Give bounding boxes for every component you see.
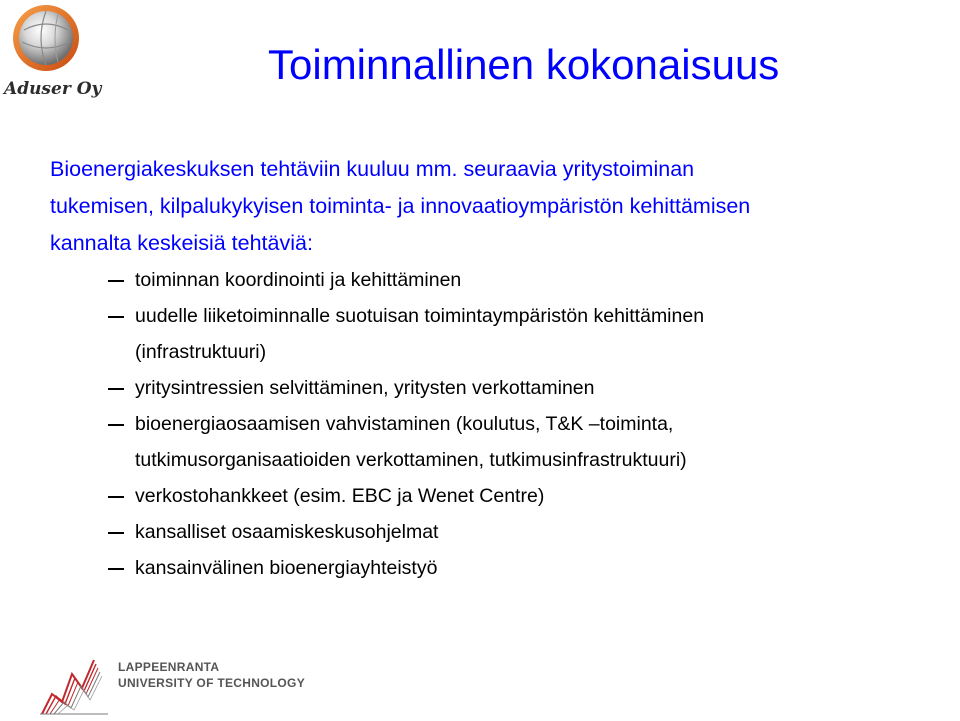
list-item bbox=[0, 370, 960, 406]
lut-emblem-icon bbox=[38, 654, 118, 716]
aduser-logo bbox=[0, 0, 112, 104]
intro-line: kannalta keskeisiä tehtäviä: bbox=[50, 231, 313, 255]
list-item-text: bioenergiaosaamisen vahvistaminen (koulutus, T&K –toiminta, bbox=[135, 413, 674, 435]
slide-title: Toiminnallinen kokonaisuus bbox=[268, 41, 780, 88]
list-item-text: tutkimusorganisaatioiden verkottaminen, tutkimusinfrastruktuuri) bbox=[135, 449, 687, 471]
dash-bullet bbox=[108, 388, 124, 390]
dash-bullet bbox=[108, 496, 124, 498]
lut-logo bbox=[38, 654, 305, 716]
list-item-text: (infrastruktuuri) bbox=[135, 341, 267, 363]
list-item-text: kansalliset osaamiskeskusohjelmat bbox=[135, 521, 439, 543]
list-item-text: kansainvälinen bioenergiayhteistyö bbox=[135, 557, 438, 579]
list-item bbox=[0, 298, 960, 370]
list-item bbox=[0, 550, 960, 586]
list-item-text: uudelle liiketoiminnalle suotuisan toimintaympäristön kehittäminen bbox=[135, 305, 705, 327]
lut-name-line2: UNIVERSITY OF TECHNOLOGY bbox=[118, 676, 305, 690]
intro-line: Bioenergiakeskuksen tehtäviin kuuluu mm. seuraavia yritystoiminan bbox=[50, 157, 695, 181]
dash-bullet bbox=[108, 532, 124, 534]
list-item bbox=[0, 406, 960, 478]
list-item bbox=[0, 262, 960, 298]
task-list bbox=[0, 262, 960, 586]
dash-bullet bbox=[108, 424, 124, 426]
aduser-logo-text: Aduser Oy bbox=[4, 79, 102, 99]
list-item-text: toiminnan koordinointi ja kehittäminen bbox=[135, 269, 462, 291]
lut-name-line1: LAPPEENRANTA bbox=[118, 660, 220, 674]
list-item-text: yritysintressien selvittäminen, yritysten verkottaminen bbox=[135, 377, 595, 399]
list-item-text: verkostohankkeet (esim. EBC ja Wenet Centre) bbox=[135, 485, 545, 507]
dash-bullet bbox=[108, 568, 124, 570]
intro-line: tukemisen, kilpalukykyisen toiminta- ja innovaatioympäristön kehittämisen bbox=[50, 194, 751, 218]
dash-bullet bbox=[108, 280, 124, 282]
dash-bullet bbox=[108, 316, 124, 318]
list-item bbox=[0, 478, 960, 514]
intro-paragraph bbox=[50, 151, 950, 262]
list-item bbox=[0, 514, 960, 550]
